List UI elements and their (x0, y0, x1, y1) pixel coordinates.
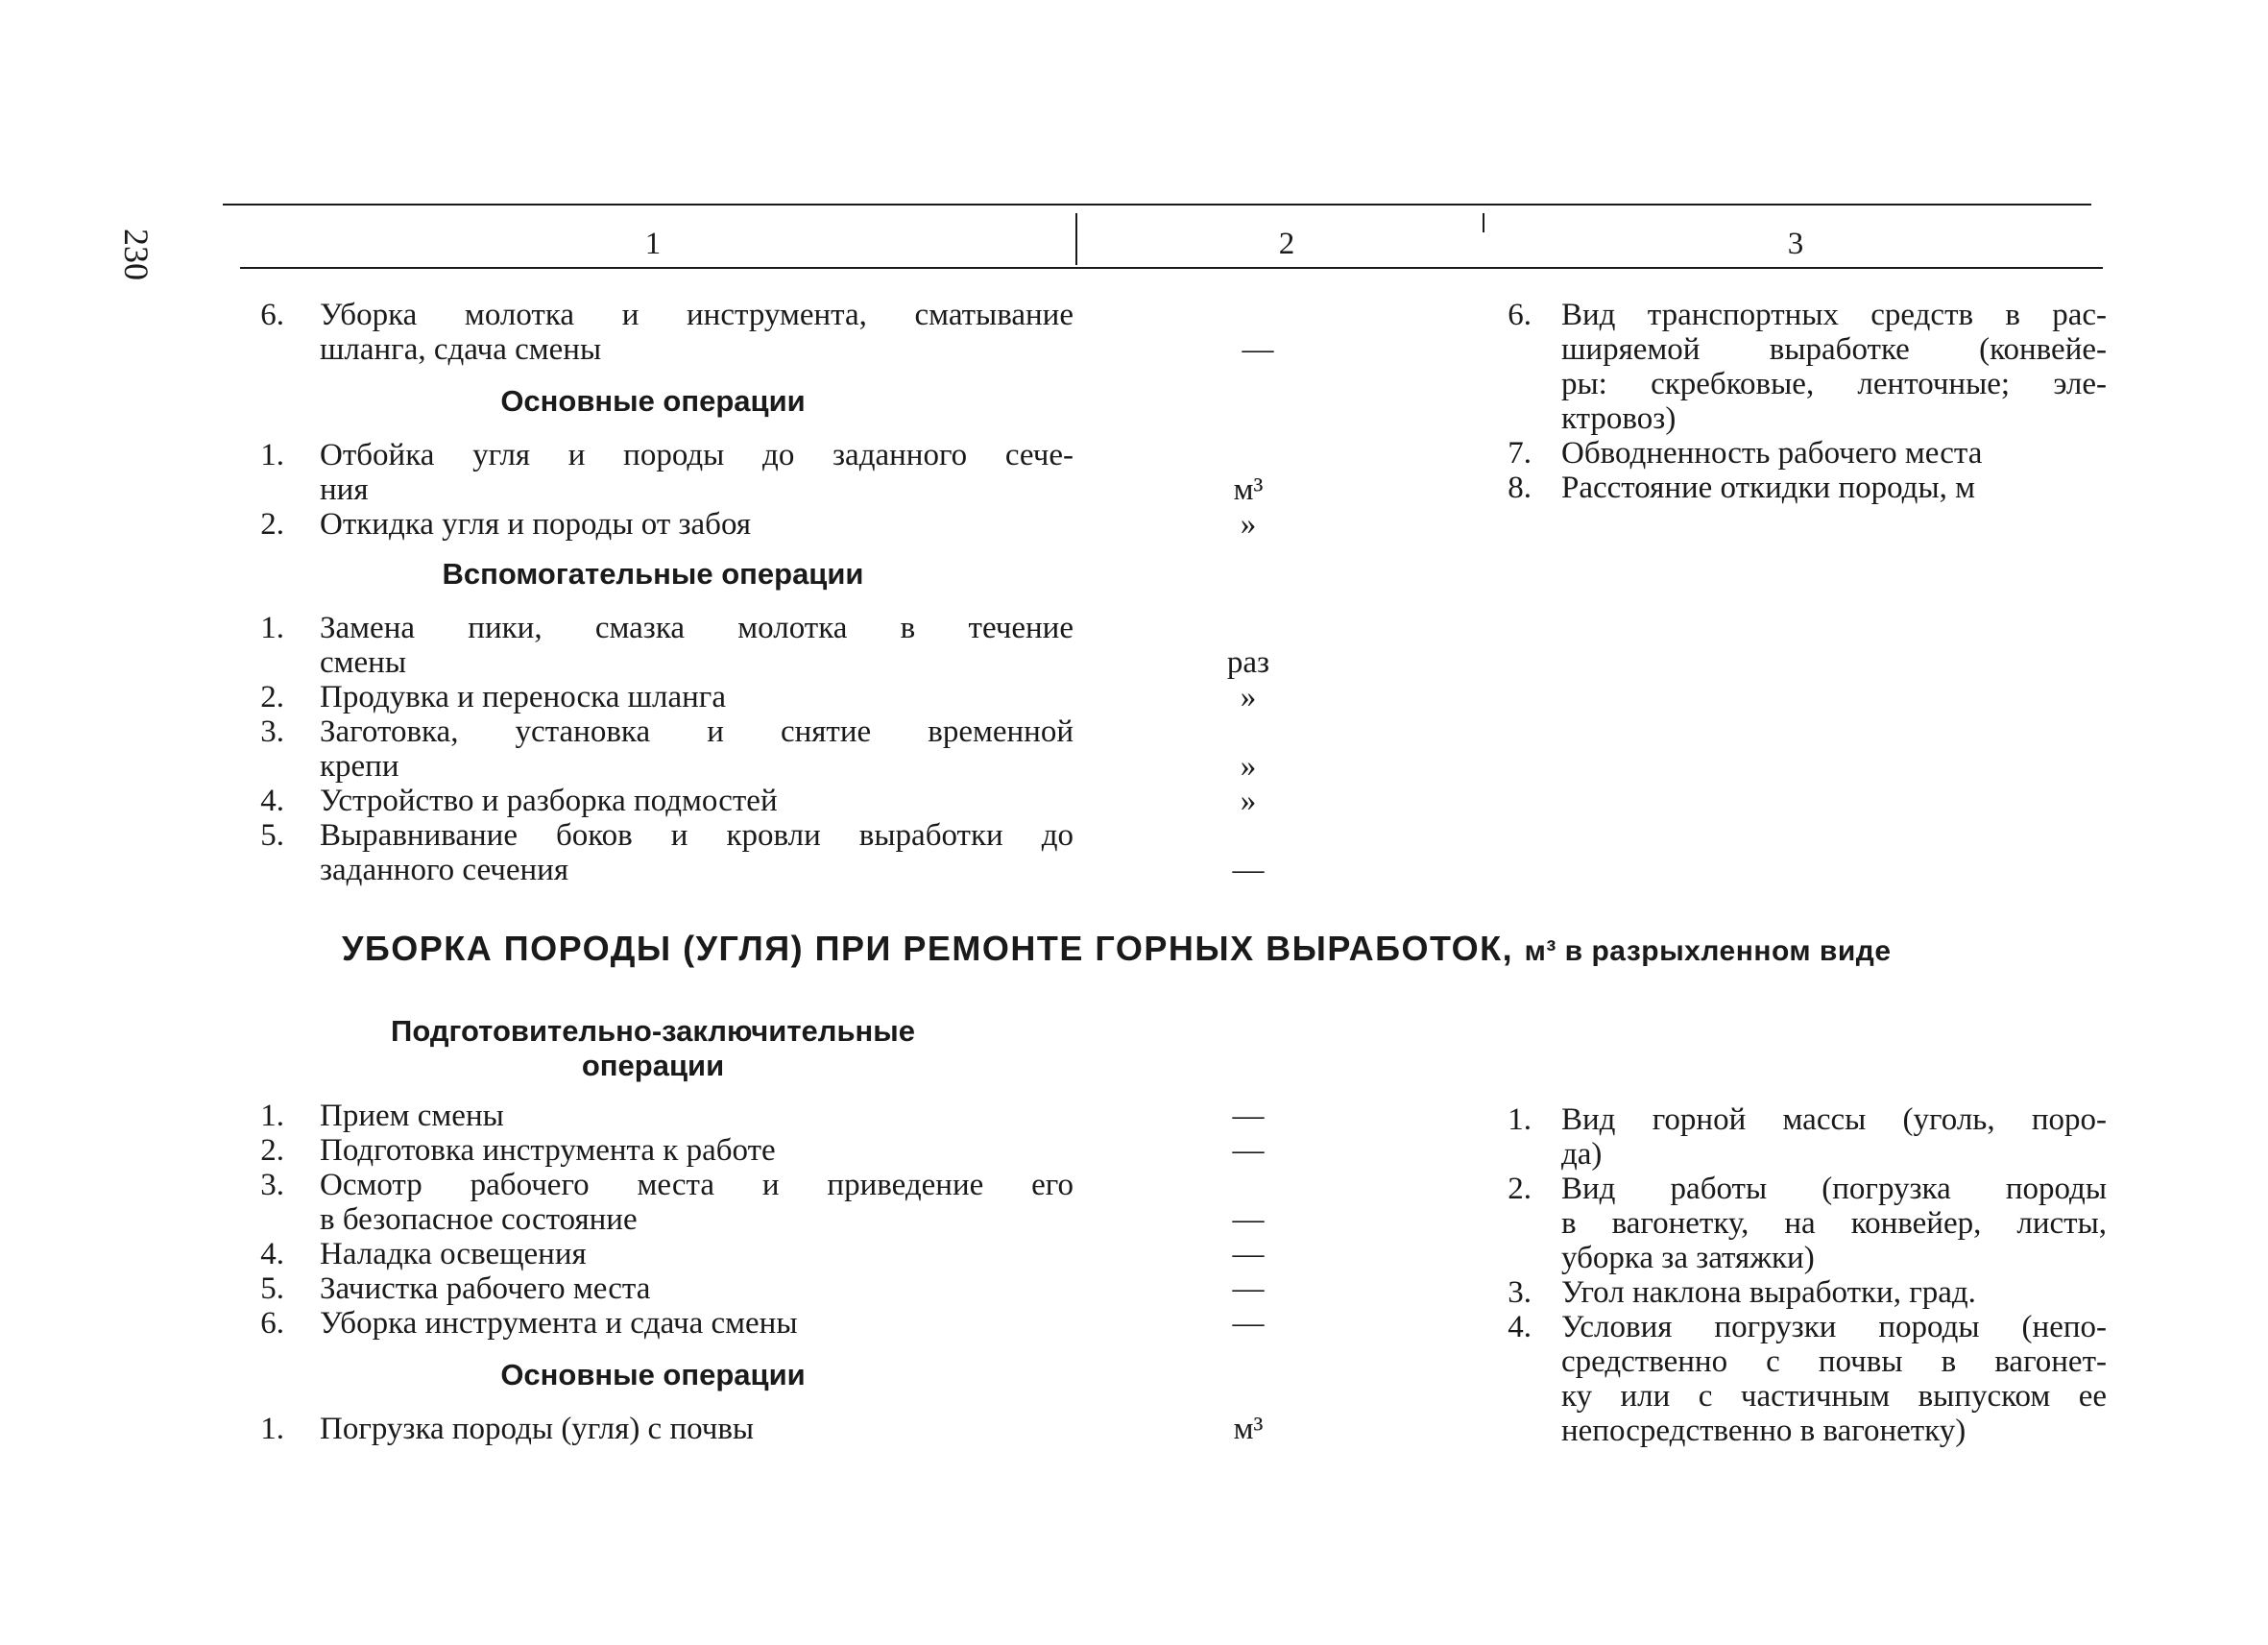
section-heading-main-ops-2: Основные операции (500, 1358, 806, 1391)
item-unit: — (1232, 1099, 1265, 1133)
item-number: 2. (260, 507, 284, 542)
item-text-line: ктровоз) (1561, 401, 1677, 436)
item-text-line: Угол наклона выработки, град. (1561, 1275, 1976, 1310)
section-title-unit: м³ в разрыхленном виде (1524, 935, 1892, 967)
item-number: 4. (260, 784, 284, 818)
item-text-line: Выравнивание боков и кровли выработки до (320, 818, 1074, 853)
item-text-line: Наладка освещения (320, 1237, 587, 1271)
page-number: 230 (117, 229, 156, 280)
column-header-1: 1 (644, 227, 662, 261)
section-title (342, 931, 1892, 969)
section-heading-prep-ops-line-1: Подготовительно-заключительные (391, 1014, 915, 1048)
item-unit: м³ (1233, 472, 1264, 507)
item-number: 5. (260, 1271, 284, 1306)
item-text-line: Расстояние откидки породы, м (1561, 471, 1976, 505)
item-number: 3. (260, 714, 284, 749)
item-unit: » (1240, 680, 1257, 714)
item-number: 6. (260, 298, 284, 332)
item-number: 3. (1508, 1275, 1532, 1310)
item-number: 2. (260, 680, 284, 714)
item-number: 2. (1508, 1172, 1532, 1206)
item-text-line: Условия погрузки породы (непо- (1561, 1310, 2107, 1344)
item-number: 1. (260, 438, 284, 472)
item-number: 4. (1508, 1310, 1532, 1344)
item-text-line: Вид работы (погрузка породы (1561, 1172, 2107, 1206)
item-number: 1. (1508, 1102, 1532, 1137)
item-number: 2. (260, 1133, 284, 1168)
item-text-line: Заготовка, установка и снятие временной (320, 714, 1074, 749)
item-number: 6. (260, 1306, 284, 1341)
item-unit: — (1232, 1237, 1265, 1271)
column-header-3: 3 (1787, 227, 1804, 261)
item-text-line: Погрузка породы (угля) с почвы (320, 1412, 755, 1446)
item-text-line: Подготовка инструмента к работе (320, 1133, 776, 1168)
section-title-main: УБОРКА ПОРОДЫ (УГЛЯ) ПРИ РЕМОНТЕ ГОРНЫХ ВЫРАБОТОК, (342, 929, 1514, 968)
item-unit: — (1232, 853, 1265, 887)
section-heading-main-ops: Основные операции (500, 384, 806, 418)
column-divider-1 (1075, 213, 1077, 265)
item-text-line: Продувка и переноска шланга (320, 680, 726, 714)
item-number: 7. (1508, 436, 1532, 471)
item-text-line: ры: скребковые, ленточные; эле- (1561, 367, 2107, 401)
item-text-line: ширяемой выработке (конвейе- (1561, 332, 2107, 367)
header-bottom-rule (240, 267, 2103, 269)
item-number: 3. (260, 1168, 284, 1202)
item-text-line: Устройство и разборка подмостей (320, 784, 778, 818)
item-text-line: Осмотр рабочего места и приведение его (320, 1168, 1074, 1202)
item-unit: — (1232, 1133, 1265, 1168)
item-number: 1. (260, 1099, 284, 1133)
item-text-line: Уборка молотка и инструмента, сматывание (320, 298, 1074, 332)
item-text-line: Вид горной массы (уголь, поро- (1561, 1102, 2107, 1137)
item-unit: раз (1226, 645, 1270, 680)
item-text-line: да) (1561, 1137, 1603, 1172)
item-text-line: Обводненность рабочего места (1561, 436, 1983, 471)
item-text-line: ния (320, 472, 369, 507)
section-heading-aux-ops: Вспомогательные операции (442, 557, 864, 591)
item-text-line: крепи (320, 749, 399, 784)
column-header-2: 2 (1278, 227, 1295, 261)
item-unit: » (1240, 749, 1257, 784)
item-text-line: в вагонетку, на конвейер, листы, (1561, 1206, 2107, 1241)
item-unit: » (1240, 784, 1257, 818)
item-number: 1. (260, 611, 284, 645)
item-number: 6. (1508, 298, 1532, 332)
item-text-line: средственно с почвы в вагонет- (1561, 1344, 2107, 1379)
item-text-line: Уборка инструмента и сдача смены (320, 1306, 798, 1341)
item-unit: » (1240, 507, 1257, 542)
header-top-rule (223, 204, 2091, 206)
item-number: 5. (260, 818, 284, 853)
item-text-line: смены (320, 645, 407, 680)
item-text-line: уборка за затяжки) (1561, 1241, 1815, 1275)
item-number: 8. (1508, 471, 1532, 505)
item-number: 4. (260, 1237, 284, 1271)
item-unit: — (1232, 1271, 1265, 1306)
column-divider-2 (1483, 213, 1484, 232)
item-number: 1. (260, 1412, 284, 1446)
item-text-line: непосредственно в вагонетку) (1561, 1414, 1966, 1448)
item-text-line: Вид транспортных средств в рас- (1561, 298, 2107, 332)
item-text-line: ку или с частичным выпуском ее (1561, 1379, 2107, 1414)
item-text-line: Замена пики, смазка молотка в течение (320, 611, 1074, 645)
item-unit: — (1232, 1202, 1265, 1237)
item-text-line: Зачистка рабочего места (320, 1271, 651, 1306)
item-unit: м³ (1233, 1412, 1264, 1446)
item-text-line: в безопасное состояние (320, 1202, 638, 1237)
item-text-line: шланга, сдача смены (320, 332, 602, 367)
item-text-line: заданного сечения (320, 853, 569, 887)
item-unit: — (1232, 1306, 1265, 1341)
item-text-line: Прием смены (320, 1099, 504, 1133)
section-heading-prep-ops-line-2: операции (581, 1049, 725, 1082)
item-text-line: Отбойка угля и породы до заданного сече- (320, 438, 1074, 472)
item-text-line: Откидка угля и породы от забоя (320, 507, 752, 542)
item-unit: — (1242, 332, 1274, 367)
